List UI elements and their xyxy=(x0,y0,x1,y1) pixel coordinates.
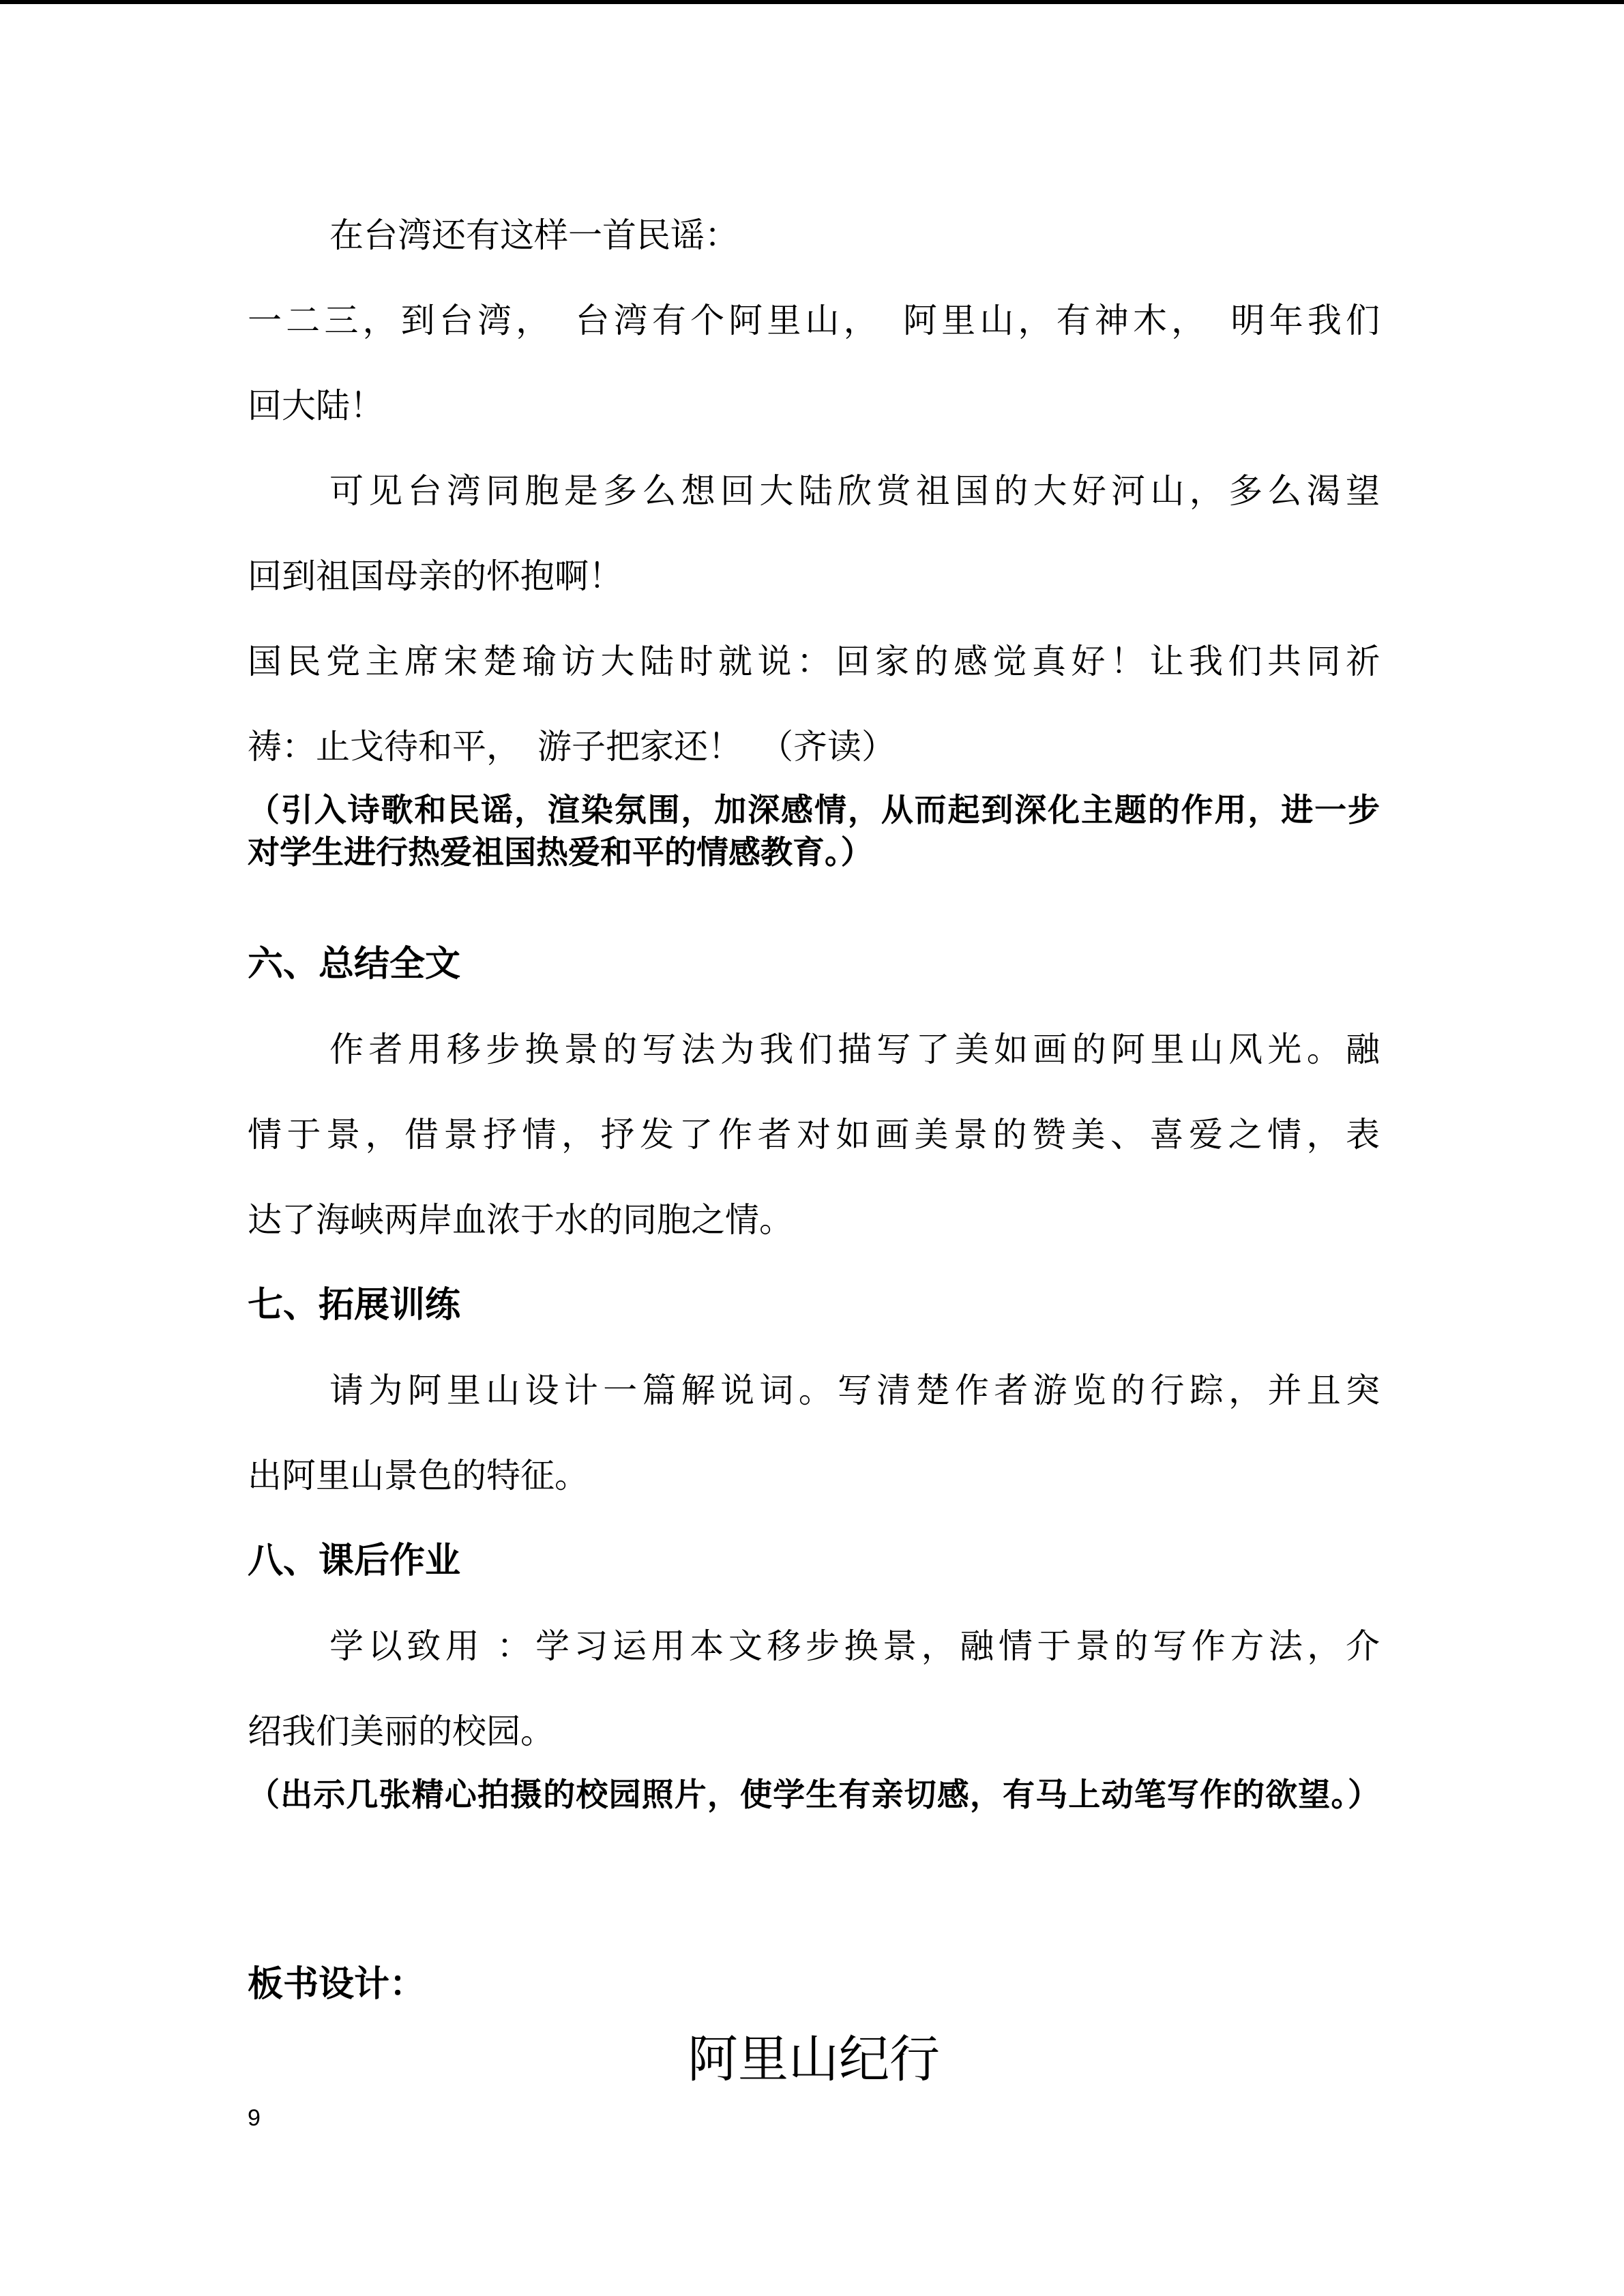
text-line: （出示几张精心拍摄的校园照片，使学生有亲切感，有马上动笔写作的欲望。） xyxy=(248,1778,1380,1813)
text-line: 请为阿里山设计一篇解说词。写清楚作者游览的行踪，并且突 xyxy=(329,1371,1380,1410)
text-line: 绍我们美丽的校园。 xyxy=(248,1712,555,1750)
text-line: 板书设计： xyxy=(248,1965,426,2004)
section-heading xyxy=(248,1263,1380,1348)
text-line: （引入诗歌和民谣，渲染氛围，加深感情，从而起到深化主题的作用，进一步 xyxy=(248,793,1380,829)
body-paragraph xyxy=(248,449,1380,619)
text-line: 可见台湾同胞是多么想回大陆欣赏祖国的大好河山，多么渴望 xyxy=(329,472,1380,510)
comment-paragraph xyxy=(248,1774,1380,1817)
text-line: 出阿里山景色的特征。 xyxy=(248,1457,589,1495)
body-paragraph xyxy=(248,619,1380,790)
body-paragraph xyxy=(248,278,1380,449)
text-line: 情于景，借景抒情，抒发了作者对如画美景的赞美、喜爱之情，表 xyxy=(248,1116,1380,1154)
document-blocks xyxy=(248,193,1380,2092)
text-line: 一二三，到台湾， 台湾有个阿里山， 阿里山，有神木， 明年我们 xyxy=(248,301,1380,340)
text-line: 回大陆！ xyxy=(248,387,384,425)
body-paragraph xyxy=(248,193,1380,278)
body-paragraph xyxy=(248,1007,1380,1263)
text-line: 六、总结全文 xyxy=(248,945,461,984)
text-line: 回到祖国母亲的怀抱啊！ xyxy=(248,557,623,595)
text-line: 在台湾还有这样一首民谣： xyxy=(329,216,739,254)
text-line: 作者用移步换景的写法为我们描写了美如画的阿里山风光。融 xyxy=(329,1030,1380,1069)
comment-paragraph xyxy=(248,790,1380,874)
document-content xyxy=(248,0,1380,2132)
section-heading xyxy=(248,1519,1380,1604)
body-paragraph xyxy=(248,1348,1380,1519)
text-line: 七、拓展训练 xyxy=(248,1286,461,1325)
text-line: 八、课后作业 xyxy=(248,1542,461,1581)
text-line: 国民党主席宋楚瑜访大陆时就说：回家的感觉真好！让我们共同祈 xyxy=(248,642,1380,681)
section-heading xyxy=(248,922,1380,1007)
body-paragraph xyxy=(248,1604,1380,1774)
board-design-heading xyxy=(248,1942,1380,2027)
board-design-title xyxy=(248,2027,1380,2092)
page-number: 9 xyxy=(248,2105,261,2131)
text-line: 祷：止戈待和平， 游子把家还！ （齐读） xyxy=(248,728,896,766)
text-line: 阿里山纪行 xyxy=(688,2030,940,2089)
text-line: 达了海峡两岸血浓于水的同胞之情。 xyxy=(248,1201,793,1239)
text-line: 对学生进行热爱祖国热爱和平的情感教育。） xyxy=(248,835,873,871)
text-line: 学以致用 ：学习运用本文移步换景，融情于景的写作方法，介 xyxy=(329,1627,1380,1665)
